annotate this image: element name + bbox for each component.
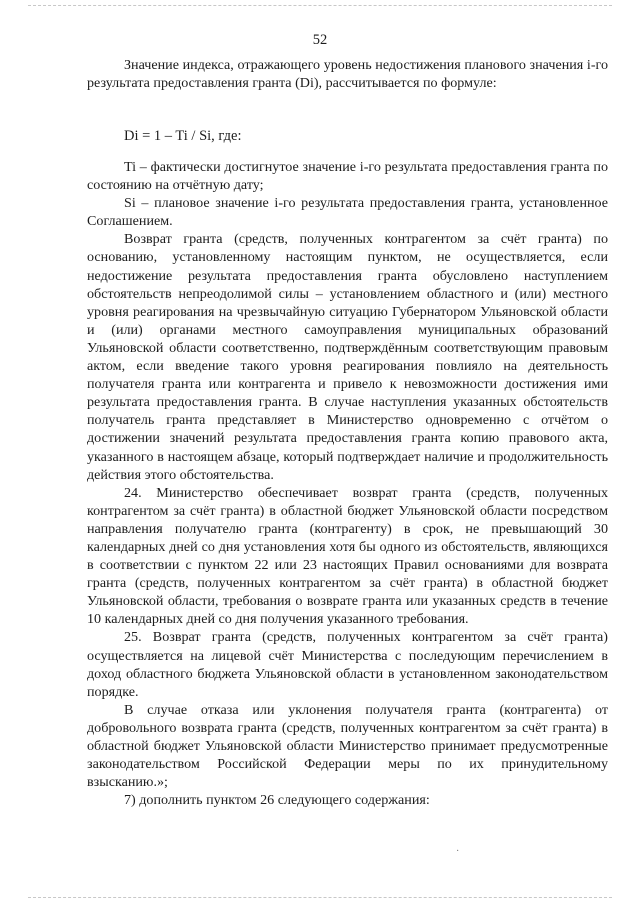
body-block <box>87 158 608 809</box>
stray-mark: · <box>456 846 460 857</box>
paragraph-refusal: В случае отказа или уклонения получателя гранта (контрагента) от добровольного возврата гранта (средств, полученных контрагентом за счёт гранта) в областной бюджет Ульяновской области Министерство принимает предусмотренные законодательством Российской Федерации меры по их принудительному взысканию.»; <box>87 701 608 791</box>
definition-t: Ti – фактически достигнутое значение i-го результата предоставления гранта по состоянию на отчётную дату; <box>87 159 608 194</box>
formula: Di = 1 – Ti / Si, где: <box>124 128 242 144</box>
scan-edge-bottom <box>28 897 612 898</box>
paragraph-7: 7) дополнить пунктом 26 следующего содержания: <box>124 792 430 809</box>
page-number: 52 <box>312 32 328 48</box>
intro-paragraph: Значение индекса, отражающего уровень недостижения планового значения i-го результата предоставления гранта (Di), рассчитывается по формуле: <box>87 57 608 92</box>
paragraph-return-exemption: Возврат гранта (средств, полученных контрагентом за счёт гранта) по основанию, установленному настоящим пунктом, не осуществляется, если недостижение результата предоставления гранта обусловлено наступлением обстоятельств непреодолимой силы – установлением областного и (или) местного уровня реагирования на чрезвычайную ситуацию Губернатором Ульяновской области и (или) органами местного самоуправления муниципальных образований Ульяновской области соответственно, подтверждённым соответствующим правовым актом, если введение такого уровня реагирования повлияло на деятельность получателя гранта или контрагента и привело к невозможности достижения ими результата предоставления гранта. В случае наступления указанных обстоятельств получатель гранта представляет в Министерство одновременно с отчётом о достижении значений результата предоставления гранта копию правового акта, указанного в настоящем абзаце, который подтверждает наличие и продолжительность действия этого обстоятельства. <box>87 231 608 483</box>
definition-s: Si – плановое значение i-го результата предоставления гранта, установленное Соглашением. <box>87 195 608 230</box>
paragraph-25: 25. Возврат гранта (средств, полученных контрагентом за счёт гранта) осуществляется на лицевой счёт Министерства с последующим перечислением в доход областного бюджета Ульяновской области в установленном законодательством порядке. <box>87 629 608 700</box>
intro-block <box>87 56 608 92</box>
scan-edge-top <box>28 5 612 6</box>
paragraph-24: 24. Министерство обеспечивает возврат гранта (средств, полученных контрагентом за счёт гранта) в областной бюджет Ульяновской области посредством направления получателю гранта (контрагенту) в срок, не превышающий 30 календарных дней со дня установления хотя бы одного из обстоятельств, являющихся в соответствии с пунктом 22 или 23 настоящих Правил основаниями для возврата гранта (средств, полученных контрагентом за счёт гранта) в областной бюджет Ульяновской области, требования о возврате гранта или указанных средств в течение 10 календарных дней со дня получения указанного требования. <box>87 484 608 628</box>
